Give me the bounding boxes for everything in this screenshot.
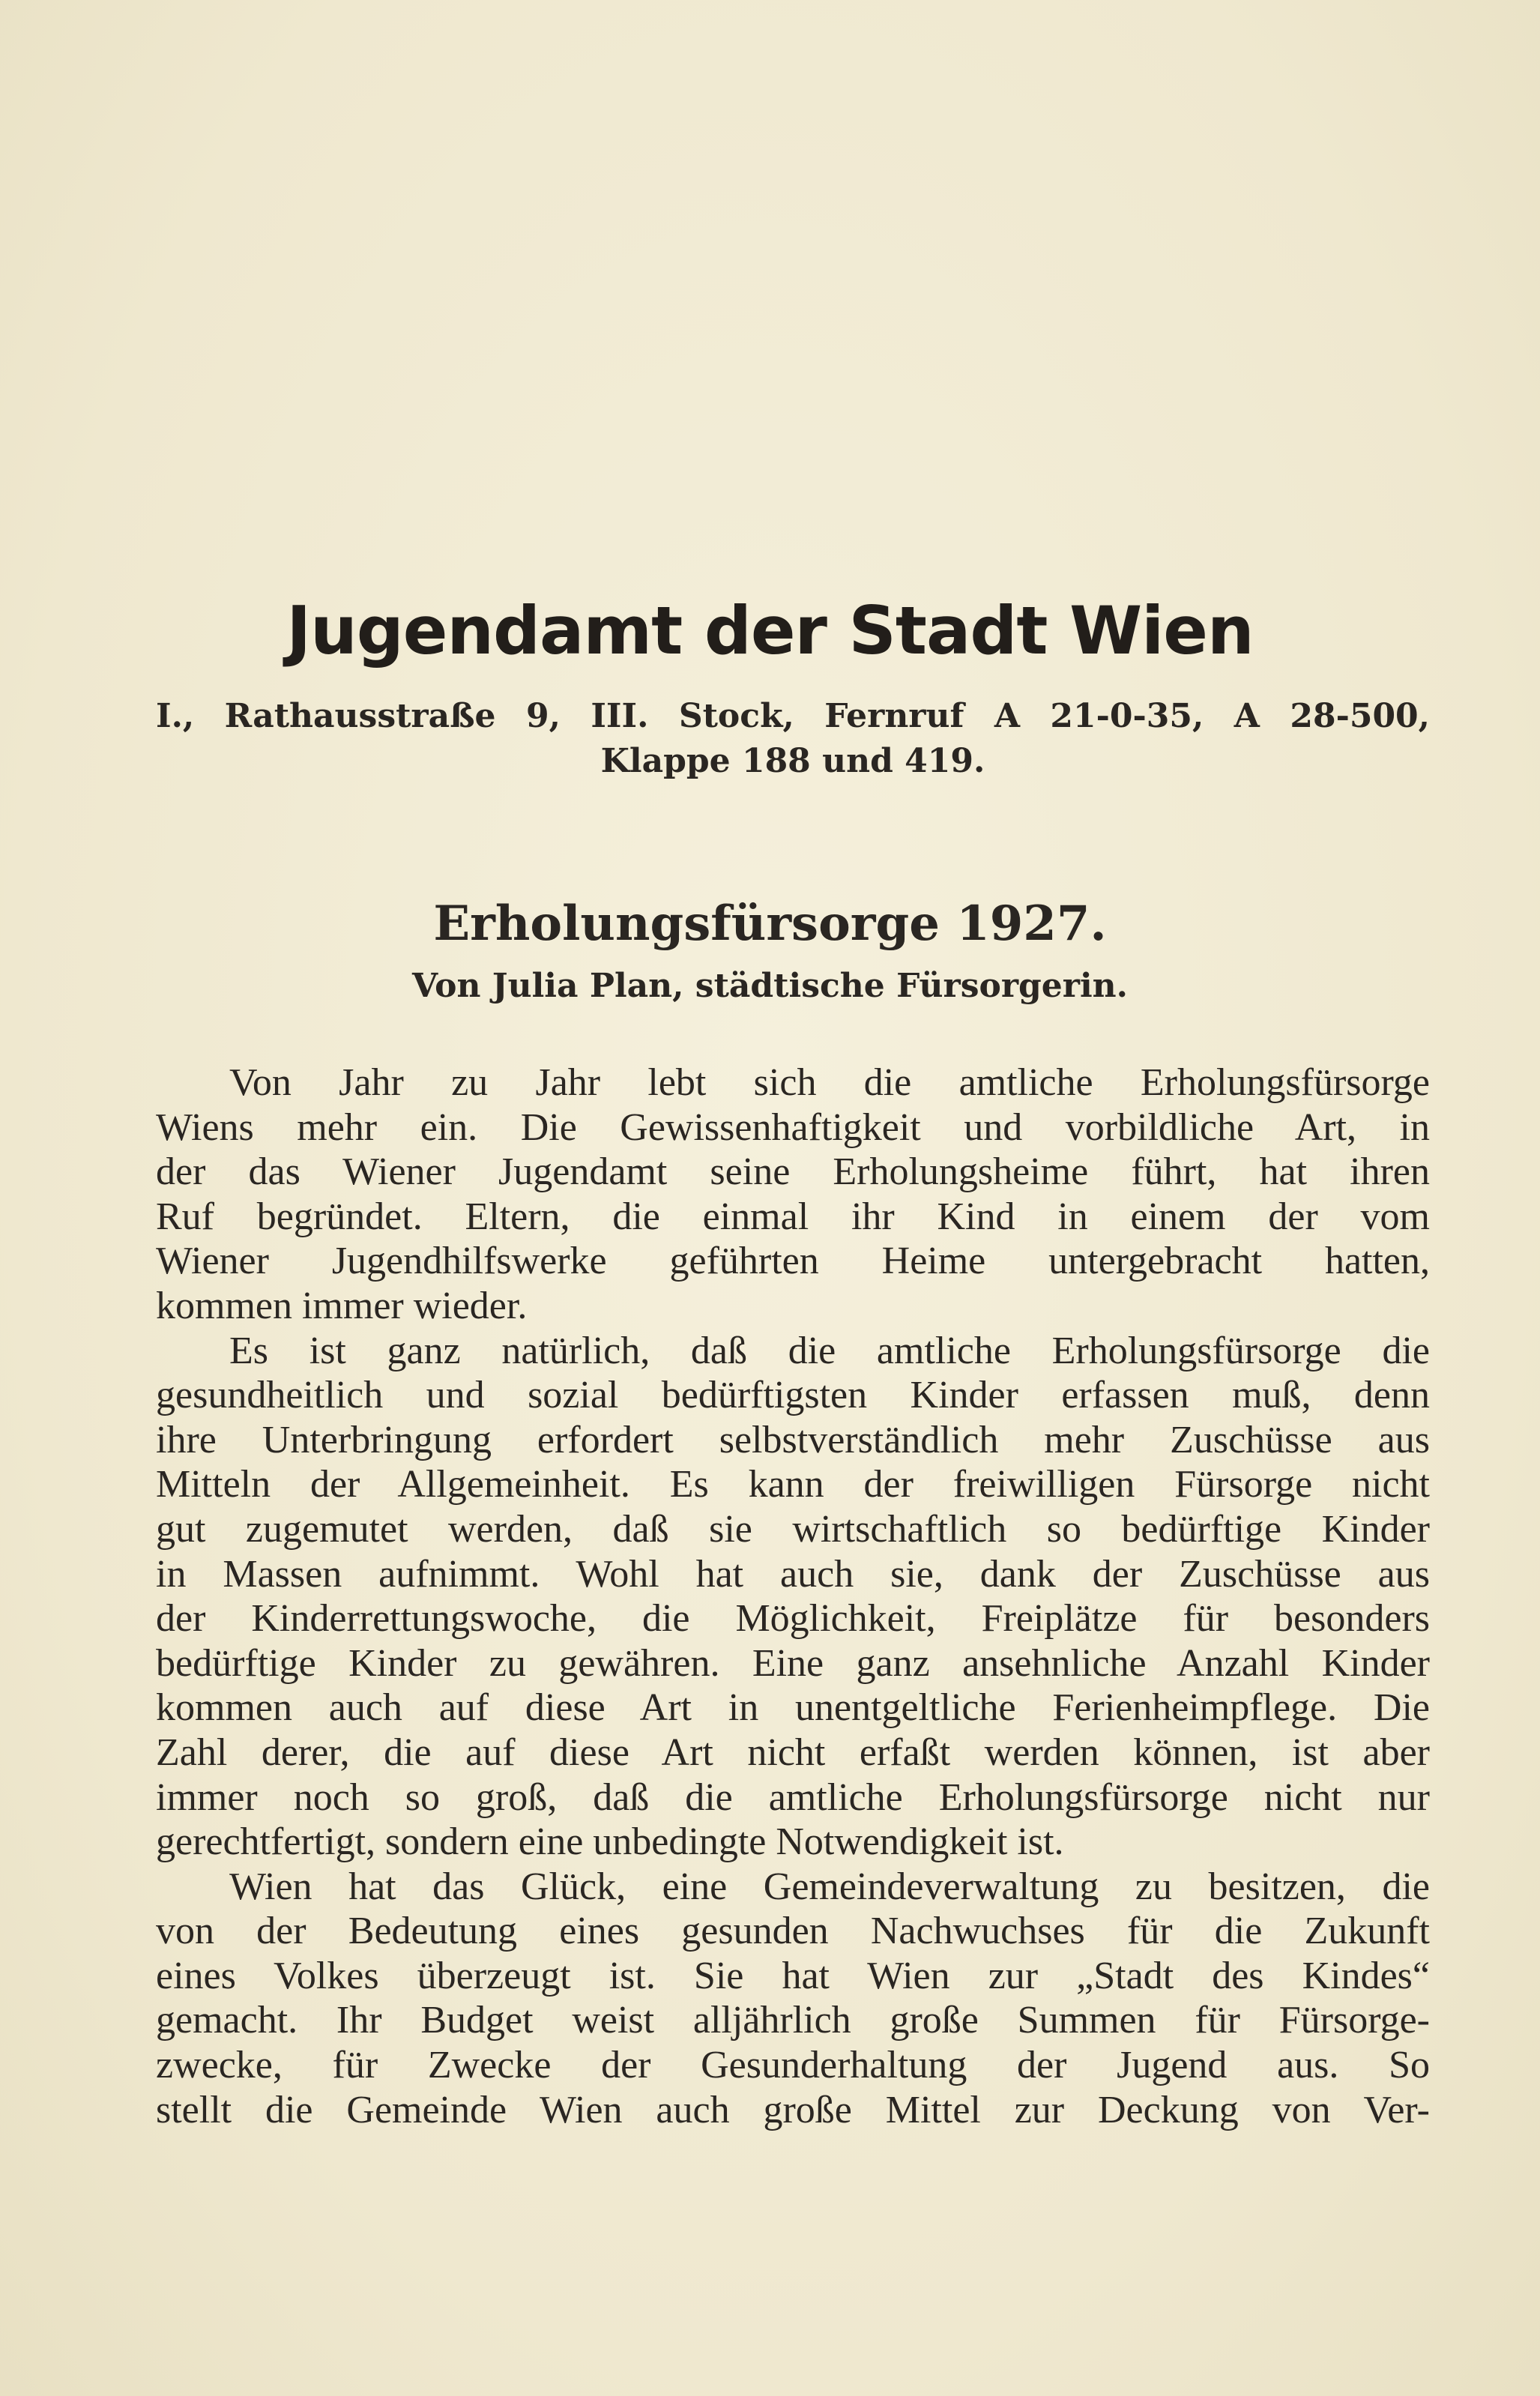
text-line: Wiens mehr ein. Die Gewissenhaftigkeit und vorbildliche Art, in — [156, 1105, 1430, 1149]
text-line: in Massen aufnimmt. Wohl hat auch sie, dank der Zuschüsse aus — [156, 1552, 1430, 1596]
text-line: bedürftige Kinder zu gewähren. Eine ganz ansehnliche Anzahl Kinder — [156, 1641, 1430, 1685]
text-line: Mitteln der Allgemeinheit. Es kann der freiwilligen Fürsorge nicht — [156, 1463, 1430, 1506]
text-line: stellt die Gemeinde Wien auch große Mittel zur Deckung von Ver- — [156, 2088, 1430, 2131]
text-line: Wien hat das Glück, eine Gemeindeverwaltung zu besitzen, die — [229, 1865, 1430, 1908]
address-line-2: Klappe 188 und 419. — [600, 742, 985, 780]
text-line: der das Wiener Jugendamt seine Erholungsheime führt, hat ihren — [156, 1150, 1430, 1194]
page-title: Jugendamt der Stadt Wien — [286, 592, 1254, 669]
text-line: gut zugemutet werden, daß sie wirtschaftlich so bedürftige Kinder — [156, 1507, 1430, 1551]
text-line: der Kinderrettungswoche, die Möglichkeit, Freiplätze für besonders — [156, 1597, 1430, 1641]
text-line: kommen immer wieder. — [156, 1284, 528, 1327]
text-line: Von Jahr zu Jahr lebt sich die amtliche Erholungsfürsorge — [229, 1061, 1430, 1104]
text-line: ihre Unterbringung erfordert selbstverständlich mehr Zuschüsse aus — [156, 1418, 1430, 1461]
text-line: gemacht. Ihr Budget weist alljährlich große Summen für Fürsorge- — [156, 1999, 1430, 2042]
text-line: immer noch so groß, daß die amtliche Erholungsfürsorge nicht nur — [156, 1775, 1430, 1819]
text-line: zwecke, für Zwecke der Gesunderhaltung der Jugend aus. So — [156, 2044, 1430, 2087]
article-title: Erholungsfürsorge 1927. — [433, 896, 1107, 952]
text-line: von der Bedeutung eines gesunden Nachwuchses für die Zukunft — [156, 1910, 1430, 1953]
text-line: Es ist ganz natürlich, daß die amtliche Erholungsfürsorge die — [229, 1329, 1430, 1372]
article-body — [156, 1060, 1430, 2132]
text-line: Zahl derer, die auf diese Art nicht erfaßt werden können, ist aber — [156, 1730, 1430, 1774]
text-line: gesundheitlich und sozial bedürftigsten Kinder erfassen muß, denn — [156, 1374, 1430, 1417]
text-line: kommen auch auf diese Art in unentgeltliche Ferienheimpflege. Die — [156, 1686, 1430, 1730]
article-author: Von Julia Plan, städtische Fürsorgerin. — [412, 967, 1128, 1005]
text-line: gerechtfertigt, sondern eine unbedingte Notwendigkeit ist. — [156, 1820, 1064, 1864]
address-line-1: I., Rathausstraße 9, III. Stock, Fernruf A 21-0-35, A 28-500, — [156, 697, 1430, 735]
text-line: Wiener Jugendhilfswerke geführten Heime untergebracht hatten, — [156, 1240, 1430, 1283]
text-line: Ruf begründet. Eltern, die einmal ihr Kind in einem der vom — [156, 1195, 1430, 1238]
text-line: eines Volkes überzeugt ist. Sie hat Wien zur „Stadt des Kindes“ — [156, 1954, 1430, 1997]
